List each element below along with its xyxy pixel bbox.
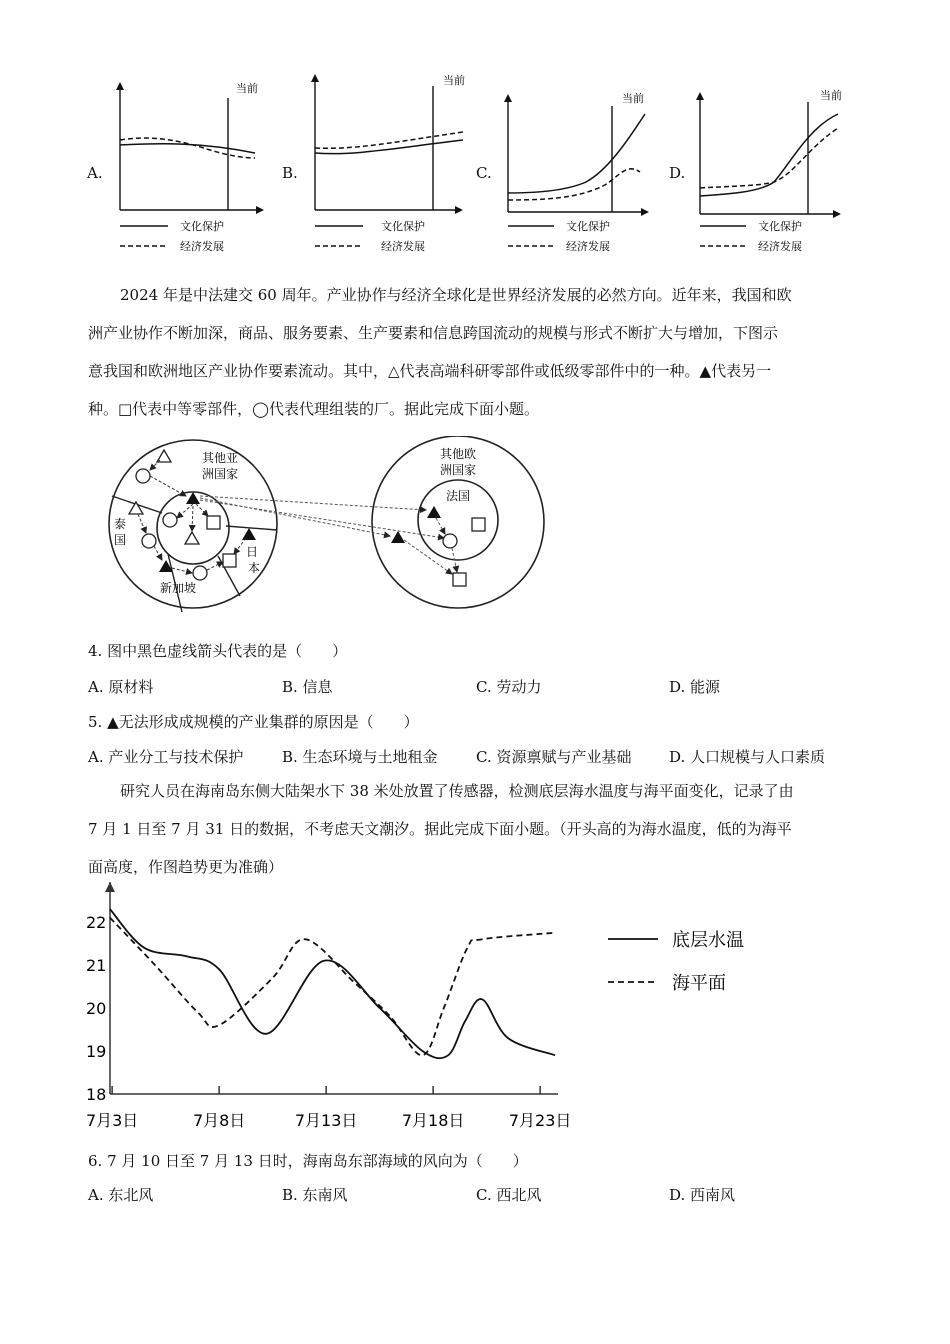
legend-dashed-label: 经济发展 [381, 240, 425, 253]
now-label: 当前 [820, 89, 842, 102]
x-axis-arrow [641, 208, 649, 216]
square-japan [223, 554, 236, 567]
legend-solid-label: 文化保护 [180, 220, 224, 233]
x-tick-label: 7月23日 [508, 1111, 572, 1130]
legend-solid-label: 文化保护 [381, 220, 425, 233]
circle-factory-top [136, 469, 150, 483]
europe-label-2: 洲国家 [440, 463, 477, 477]
solid-triangle-europe [391, 531, 405, 543]
thailand-label-2: 国 [114, 533, 127, 547]
solid-triangle-france [427, 506, 441, 518]
x-tick-labels [86, 1086, 571, 1130]
q6-option-a[interactable]: A. 东北风 [88, 1186, 154, 1204]
option-letter-b: B. [282, 164, 298, 182]
asia-label-1: 其他亚 [202, 451, 239, 465]
intro-line-4: 种。□代表中等零部件，◯代表代理组装的厂。据此完成下面小题。 [88, 400, 539, 418]
question-4-stem: 4. 图中黑色虚线箭头代表的是（ ） [88, 642, 348, 660]
mini-chart-b [305, 70, 470, 260]
q4-option-b[interactable]: B. 信息 [282, 678, 333, 696]
intro2-line-3: 面高度，作图趋势更为准确） [88, 858, 284, 876]
culture-line [315, 140, 463, 154]
circle-factory-singapore [193, 566, 207, 580]
question-5-stem: 5. ▲无法形成成规模的产业集群的原因是（ ） [88, 713, 419, 731]
q5-option-b[interactable]: B. 生态环境与土地租金 [282, 748, 438, 766]
option-letter-c: C. [476, 164, 492, 182]
circle-factory-thailand [142, 534, 156, 548]
circle-factory-china [163, 513, 177, 527]
x-axis-arrow [833, 210, 841, 218]
singapore-label: 新加坡 [160, 581, 197, 595]
q6-option-b[interactable]: B. 东南风 [282, 1186, 348, 1204]
mini-chart-c [498, 90, 658, 260]
y-axis-arrow [116, 82, 124, 90]
legend-dashed-label: 经济发展 [566, 240, 610, 253]
y-axis-arrow [696, 92, 704, 100]
mini-chart-a [110, 80, 270, 260]
series-sea-level [110, 918, 555, 1056]
hollow-triangle-china [185, 532, 199, 544]
q5-option-d[interactable]: D. 人口规模与人口素质 [669, 748, 826, 766]
x-tick-label: 7月8日 [192, 1111, 246, 1130]
thailand-label-1: 泰 [114, 517, 127, 531]
economy-line [120, 138, 255, 158]
q5-option-c[interactable]: C. 资源禀赋与产业基础 [476, 748, 632, 766]
square-china [207, 516, 220, 529]
y-axis-arrow [105, 882, 115, 892]
intro2-line-1: 研究人员在海南岛东侧大陆架水下 38 米处放置了传感器，检测底层海水温度与海平面变化，记录了由 [120, 782, 794, 800]
mini-chart-row [0, 60, 950, 270]
legend-dashed-label: 海平面 [672, 973, 726, 994]
now-label: 当前 [443, 74, 465, 87]
q4-option-c[interactable]: C. 劳动力 [476, 678, 542, 696]
q5-option-a[interactable]: A. 产业分工与技术保护 [88, 748, 244, 766]
circle-factory-france [443, 534, 457, 548]
japan-label-1: 日 [246, 545, 259, 559]
intro-line-1: 2024 年是中法建交 60 周年。产业协作与经济全球化是世界经济发展的必然方向。近年来，我国和欧 [120, 286, 792, 304]
x-axis-arrow [455, 206, 463, 214]
q6-option-d[interactable]: D. 西南风 [669, 1186, 736, 1204]
y-tick-label: 20 [86, 999, 107, 1018]
japan-label-2: 本 [248, 561, 261, 575]
y-tick-labels [86, 913, 106, 1104]
france-label: 法国 [446, 489, 471, 503]
intro-paragraph-1 [88, 276, 868, 428]
economy-line [508, 169, 640, 200]
economy-line [315, 132, 463, 148]
temperature-sealevel-chart [60, 882, 780, 1137]
q4-option-d[interactable]: D. 能源 [669, 678, 721, 696]
culture-line [508, 114, 645, 193]
y-axis-arrow [504, 94, 512, 102]
q4-option-a[interactable]: A. 原材料 [88, 678, 154, 696]
x-tick-label: 7月3日 [85, 1111, 139, 1130]
intro2-line-2: 7 月 1 日至 7 月 31 日的数据，不考虑天文潮汐。据此完成下面小题。（开头高的为海水温度，低的为海平 [88, 820, 792, 838]
y-tick-label: 19 [86, 1042, 107, 1061]
now-label: 当前 [622, 92, 644, 105]
intro-paragraph-2 [88, 772, 868, 886]
legend-dashed-label: 经济发展 [180, 240, 224, 253]
y-tick-label: 18 [86, 1085, 107, 1104]
economy-line [700, 128, 838, 188]
square-france [472, 518, 485, 531]
option-letter-d: D. [669, 164, 686, 182]
asia-label-2: 洲国家 [202, 467, 239, 481]
intro-line-2: 洲产业协作不断加深，商品、服务要素、生产要素和信息跨国流动的规模与形式不断扩大与增加，下图示 [88, 324, 779, 342]
x-axis-arrow [256, 206, 264, 214]
solid-triangle-japan [242, 528, 256, 540]
option-letter-a: A. [87, 164, 103, 182]
now-label: 当前 [236, 82, 258, 95]
legend-solid-label: 底层水温 [672, 930, 744, 951]
hollow-triangle-thailand [129, 502, 143, 514]
industry-flow-diagram [100, 436, 560, 612]
series-bottom-water-temp [110, 909, 555, 1058]
y-axis-arrow [311, 74, 319, 82]
europe-label-1: 其他欧 [440, 447, 477, 461]
legend-solid-label: 文化保护 [566, 220, 610, 233]
legend-solid-label: 文化保护 [758, 220, 802, 233]
solid-triangle-china [186, 492, 200, 504]
x-tick-label: 7月13日 [294, 1111, 358, 1130]
japan-border [226, 526, 277, 530]
y-tick-label: 22 [86, 913, 107, 932]
culture-line [700, 114, 838, 196]
legend-dashed-label: 经济发展 [758, 240, 802, 253]
intro-line-3: 意我国和欧洲地区产业协作要素流动。其中，△代表高端科研零部件或低级零部件中的一种。▲代表另一 [88, 362, 772, 380]
q6-option-c[interactable]: C. 西北风 [476, 1186, 542, 1204]
mini-chart-d [690, 88, 850, 260]
culture-line [120, 144, 255, 153]
y-tick-label: 21 [86, 956, 107, 975]
square-europe [453, 573, 466, 586]
question-6-stem: 6. 7 月 10 日至 7 月 13 日时，海南岛东部海域的风向为（ ） [88, 1152, 528, 1170]
x-tick-label: 7月18日 [401, 1111, 465, 1130]
intercontinental-flow-arrows [200, 496, 457, 574]
